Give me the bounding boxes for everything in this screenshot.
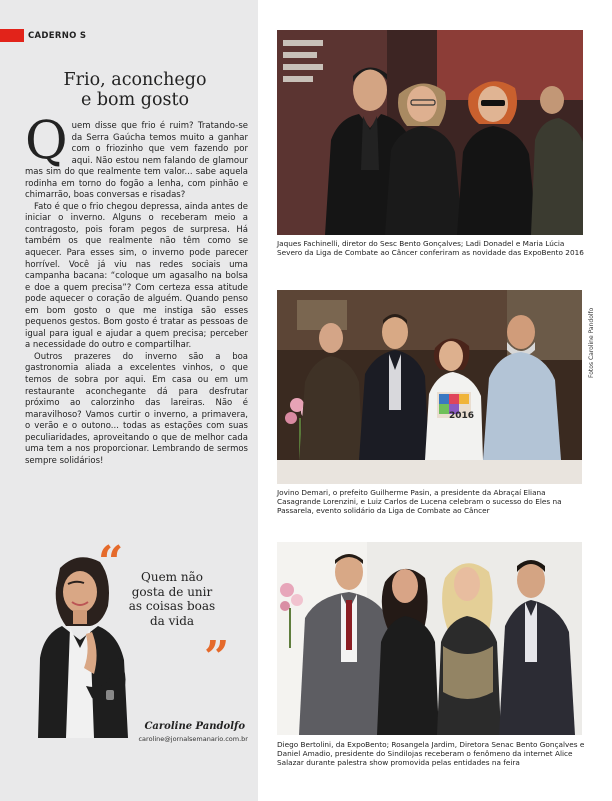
caption-photo-3: Diego Bertolini, da ExpoBento; Rosangela Jardim, Diretora Senac Bento Gonçalves e Daniel Amadio, presidente do Sindilojas receberam o fenômeno da internet Alice Salazar durante palestra show promovida pelas entidades na feira xyxy=(277,740,585,767)
caption-photo-1: Jaques Fachinelli, diretor do Sesc Bento Gonçalves; Ladi Donadel e Maria Lúcia Severo da Liga de Combate ao Câncer conferiram as novidade das ExpoBento 2016 xyxy=(277,239,584,257)
pull-quote xyxy=(112,570,232,628)
article-paragraph-3: Outros prazeres do inverno são a boa gastronomia aliada a excelentes vinhos, o que temos de sobra por aqui. Em casa ou em um restaurante aconchegante dá para desfrutar próximo ao calorzinho das lareiras. Não é maravilhoso? Vamos curtir o inverno, a primavera, o verão e o outono... todas as estações com suas peculiaridades, aproveitando o que de melhor cada uma tem a nos proporcionar. Lembrando de sermos sempre solidários! xyxy=(25,351,248,466)
author-email: caroline@jornalsemanario.com.br xyxy=(138,735,248,743)
close-quote-icon: ” xyxy=(204,632,230,683)
drop-cap: Q xyxy=(25,111,68,171)
caption-photo-2: Jovino Demari, o prefeito Guilherme Pasin, a presidente da Abraçaí Eliana Casagrande Lorenzini, e Luiz Carlos de Lucena celebram o sucesso do Eles na Passarela, evento solidário da Liga de Combate ao Câncer xyxy=(277,488,562,515)
article-paragraph-1 xyxy=(25,111,248,202)
pull-quote-line-1: Quem não xyxy=(141,570,203,584)
article-paragraph-1-text: uem disse que frio é ruim? Tratando-se da Serra Gaúcha temos muito a ganhar com o friozinho que vem fazendo por aqui. Não estou nem falando de glamour mas sim do que realmente tem valor... sabe aquela rodinha em torno do fogão a lenha, com pinhão e chimarrão, boas conversas e risadas? xyxy=(25,121,248,201)
pull-quote-line-4: da vida xyxy=(149,613,195,628)
headline-line-1: Frio, aconchego xyxy=(63,70,207,90)
article-body xyxy=(25,111,248,467)
pull-quote-line-2: gosta de unir xyxy=(131,584,213,599)
author-name: Caroline Pandolfo xyxy=(144,721,245,732)
pull-quote-line-3: as coisas boas xyxy=(128,599,216,613)
headline xyxy=(40,70,230,110)
section-accent-bar xyxy=(0,29,24,42)
photo-2 xyxy=(277,290,582,484)
tshirt-text: 2016 xyxy=(449,411,475,421)
section-label: CADERNO S xyxy=(28,30,87,41)
article-paragraph-2: Fato é que o frio chegou depressa, ainda antes de iniciar o inverno. Alguns o receberam meio a contragosto, pois foram pegos de surpresa. Há também os que realmente não têm como se aquecer. Para esses sim, o inverno pode parecer horrível. Você já viu nas redes sociais uma campanha bacana: “coloque um agasalho na bolsa e doe a quem precisa”? Com certeza essa atitude pode aquecer o coração de alguém. Quando penso em bom gosto o que me instiga são esses pequenos gestos. Bom gosto é tratar as pessoas de igual para igual e ajudar a quem precisa; perceber a necessidade do outro e compartilhar. xyxy=(25,201,248,351)
section-tab xyxy=(0,29,86,42)
photo-credit: Fotos Caroline Pandolfo xyxy=(588,307,595,378)
headline-line-2: e bom gosto xyxy=(80,90,190,110)
open-quote-icon: “ xyxy=(98,537,124,588)
photo-3 xyxy=(277,542,582,735)
photo-1 xyxy=(277,30,583,235)
